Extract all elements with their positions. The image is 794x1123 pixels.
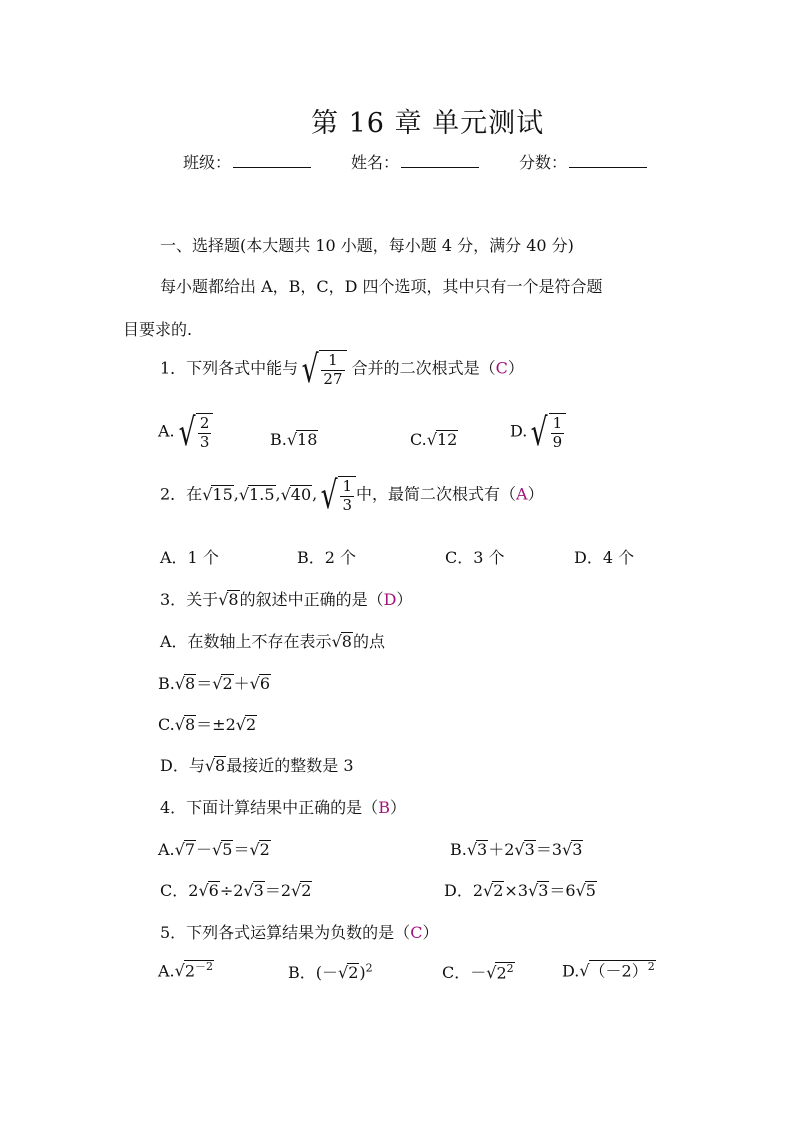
q4-optc-label: C．2 [160,881,199,900]
radical-sign: √ [238,484,250,504]
q5-optb-exp: 2 [365,961,373,975]
q2-option-d: D．4 个 [574,548,635,567]
q4-optc-eq: ＝2 [264,881,291,900]
q3-optc-r1: 8 [184,715,196,734]
radical-sign: √ [483,881,494,900]
q4-optd-label: D．2 [444,881,484,900]
q4-optc-r1: 6 [208,881,219,900]
q3-optb-eq: ＝ [196,674,213,693]
q1-opta-den: 3 [199,432,210,451]
q4-opta-r3: 2 [259,840,270,859]
q5-optb-tail: ) [359,963,366,982]
q3-optc-eq: ＝±2 [196,715,236,734]
q5-opta-base: 2 [184,961,196,981]
radical-sign: √ [320,473,338,517]
q5-option-b [288,960,373,983]
radical-sign: √ [331,632,342,651]
q3-opta-r: 8 [341,632,352,651]
q3-stem-a: 3．关于 [160,590,219,609]
q3-optb-r2: 2 [222,674,233,693]
q1-opta-label: A. [158,421,175,441]
radical-sign: √ [338,963,349,982]
q2-r2: 1.5 [249,484,275,504]
q2-frac-den: 3 [342,495,353,514]
q3-option-a [160,629,385,652]
instruction-line-2: 目要求的. [123,320,193,339]
q3-optd-a: D．与 [160,756,205,775]
radical-sign: √ [466,840,478,859]
q5-opta-exp: －2 [195,960,214,973]
q1-option-c [410,430,458,449]
radical-sign: √ [530,410,548,454]
q1-optc-label: C. [410,430,427,449]
class-blank [233,151,311,168]
q4-opta-eq: ＝ [233,840,250,859]
radical-sign: √ [204,756,216,775]
q5-optb-r: 2 [348,963,359,982]
q1-stem-a: 1．下列各式中能与 [160,358,299,378]
score-field [519,150,647,173]
q1-option-b [270,430,318,449]
q5-optd-label: D. [562,961,580,981]
section-heading: 一、选择题(本大题共 10 小题，每小题 4 分，满分 40 分) [160,236,574,255]
radical-sign: √ [575,881,586,900]
q4-option-d [444,878,597,901]
radical-sign: √ [174,961,185,981]
q4-opta-op: － [196,840,213,859]
q3-optb-r3: 6 [259,674,271,693]
q3-optd-b: 最接近的整数是 3 [226,756,354,775]
q4-optc-op: ÷2 [219,881,244,900]
q5-opta-label: A. [158,961,175,981]
q4-optd-r2: 3 [538,881,549,900]
radical-sign: √ [286,430,298,449]
q2-stem-a: 2．在 [160,484,203,504]
radical-sign: √ [178,410,196,454]
radical-sign: √ [249,840,260,859]
q4-optd-eq: ＝6 [549,881,576,900]
q4-opta-r2: 5 [222,840,233,859]
q1-optd-den: 9 [552,432,563,451]
question-3 [160,587,412,610]
q5-answer: C [410,923,423,942]
q4-option-c [160,878,312,901]
q5-stem: 5．下列各式运算结果为负数的是（ [160,923,411,942]
radical-sign: √ [528,881,539,900]
name-blank [401,151,479,168]
radical-sign: √ [486,963,497,982]
q1-opta-num: 2 [199,414,210,433]
q5-optd-exp: 2 [647,960,655,973]
q2-option-b: B．2 个 [297,548,357,567]
q1-option-a [158,410,213,454]
q4-optd-op: ×3 [504,881,528,900]
q3-option-b [158,671,271,694]
q3-stem-c: ） [396,590,413,609]
q2-stem-b: 中，最简二次根式有（ [356,484,517,504]
q4-optb-r1: 3 [477,840,488,859]
q4-option-a [158,837,271,860]
page-title: 第 16 章 单元测试 [311,108,545,139]
radical-sign: √ [562,840,573,859]
radical-sign: √ [174,840,185,859]
q3-option-d [160,753,354,776]
radical-sign: √ [202,484,213,504]
radical-sign: √ [579,961,590,981]
question-2: 2．在√15,√1.5,√40, √ $\frac{1}{3}$ 中，最简二次根式有（A） [160,473,544,517]
q4-stem-c: ） [389,798,406,817]
q3-opta-b: 的点 [352,632,385,651]
q4-option-b [450,837,583,860]
q4-optb-label: B. [450,840,467,859]
radical-sign: √ [243,881,254,900]
q4-optb-eq: ＝3 [535,840,562,859]
q2-frac-radical [317,473,356,517]
radical-sign: √ [218,590,229,609]
q5-optc-base: 2 [496,963,507,982]
q5-option-d [562,960,656,980]
q5-optc-radicand [495,962,514,982]
q4-answer: B [378,798,390,817]
q4-optb-op: ＋2 [488,840,515,859]
class-field [183,150,311,173]
radical-sign: √ [212,840,223,859]
q1-frac-num: 1 [328,351,338,370]
radical-sign: √ [291,881,302,900]
q3-stem-b: 的叙述中正确的是（ [239,590,384,609]
radical-sign: √ [249,674,260,693]
q4-optb-r2: 3 [524,840,535,859]
q1-optd-label: D. [510,421,528,441]
q2-option-c: C．3 个 [445,548,505,567]
radical-sign: √ [301,347,319,391]
q1-optd-num: 1 [552,414,563,433]
q4-opta-r1: 7 [184,840,196,859]
score-label: 分数： [519,153,568,172]
q3-option-c [158,712,257,735]
q5-optd-inner: （－2） [589,961,648,981]
class-label: 班级： [183,153,232,172]
q1-answer: C [495,358,508,378]
q3-optc-r2: 2 [245,715,257,734]
q5-optc-label: C．－ [442,963,487,982]
q1-radical [298,347,346,391]
q3-optb-r1: 8 [185,674,196,693]
q2-frac-num: 1 [342,477,353,496]
radical-sign: √ [514,840,525,859]
q1-stem-c: ） [507,358,524,378]
q1-optb-value: 18 [297,430,318,449]
q4-optd-r3: 5 [585,881,596,900]
question-1 [160,347,524,391]
radical-sign: √ [174,715,185,734]
q2-answer: A [516,484,528,504]
q3-r: 8 [228,590,239,609]
q3-optb-label: B. [158,674,175,693]
q1-stem-b: 合并的二次根式是（ [346,358,496,378]
q1-optc-value: 12 [436,430,458,449]
question-4 [160,795,406,818]
radical-sign: √ [212,674,223,693]
q2-r3: 40 [290,484,312,504]
radical-sign: √ [174,674,186,693]
radical-sign: √ [426,430,437,449]
radical-sign: √ [280,484,291,504]
q5-optb-label: B．(－ [288,963,339,982]
q3-optb-plus: ＋ [233,674,250,693]
name-label: 姓名： [351,153,400,172]
instruction-line-1: 每小题都给出 A，B，C，D 四个选项，其中只有一个是符合题 [160,277,603,296]
q5-stem-c: ） [422,923,439,942]
radical-sign: √ [198,881,209,900]
q1-optb-label: B. [270,430,287,449]
q2-option-a: A．1 个 [160,548,219,567]
q4-optc-r2: 3 [253,881,264,900]
q3-opta-a: A．在数轴上不存在表示 [160,632,332,651]
q2-stem-c: ） [527,484,544,504]
question-5 [160,920,438,943]
q4-opta-label: A. [158,840,175,859]
q2-r1: 15 [212,484,233,504]
q1-option-d [510,410,566,454]
q5-option-c [442,960,515,983]
q4-optb-r3: 3 [572,840,583,859]
q4-optd-r1: 2 [493,881,504,900]
q5-optd-radicand [589,960,656,980]
radical-sign: √ [235,715,246,734]
q5-option-a [158,960,214,980]
q1-frac-den: 27 [323,369,343,388]
q3-answer: D [383,590,397,609]
q5-opta-radicand [184,960,214,980]
q3-optd-r: 8 [215,756,226,775]
name-field [351,150,479,173]
score-blank [569,151,647,168]
q5-optc-exp: 2 [506,961,514,975]
q3-optc-label: C. [158,715,175,734]
q4-stem: 4．下面计算结果中正确的是（ [160,798,379,817]
q4-optc-r3: 2 [301,881,312,900]
